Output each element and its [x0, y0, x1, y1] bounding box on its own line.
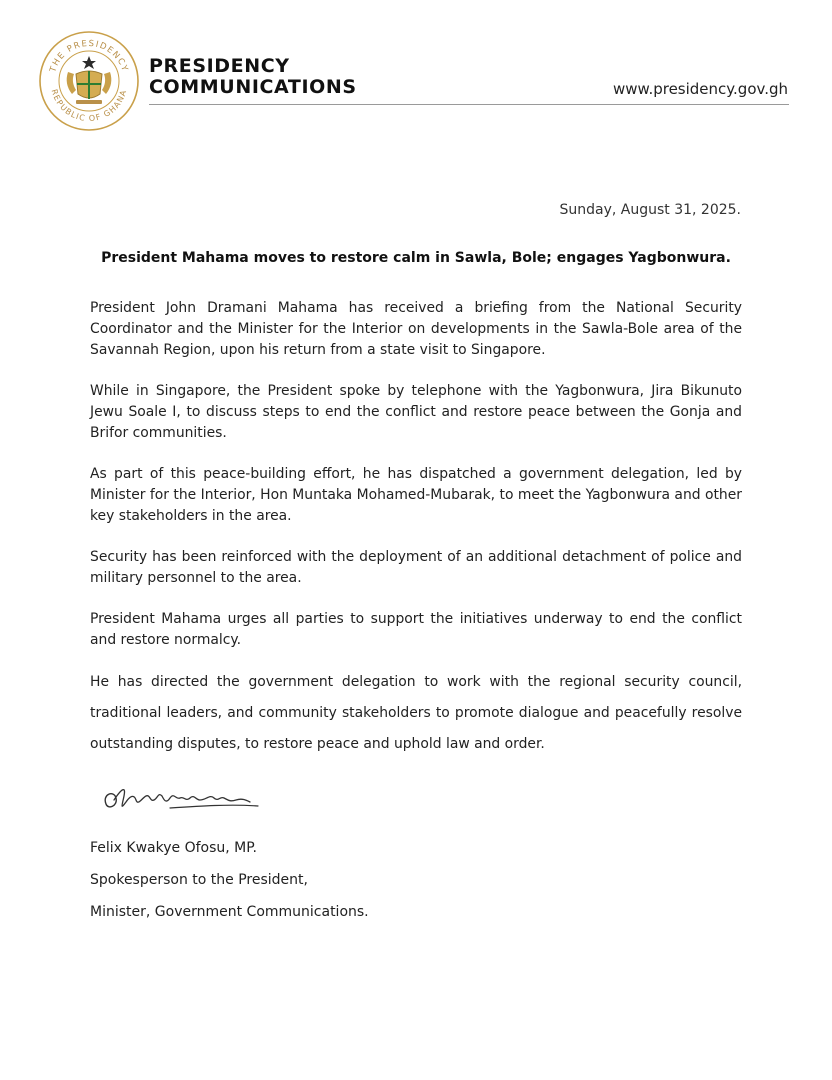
paragraph: President John Dramani Mahama has received a briefing from the National Security Coordinator and the Minister for the Interior on developments in the Sawla-Bole area of the Savannah Region, upon his return from a state visit to Singapore. — [90, 300, 742, 358]
brand-wordmark — [149, 56, 357, 98]
signatory-name: Felix Kwakye Ofosu, MP. — [90, 840, 257, 856]
handwritten-signature — [100, 780, 270, 820]
paragraph: President Mahama urges all parties to support the initiatives underway to end the conflict and restore normalcy. — [90, 611, 742, 648]
paragraph: Security has been reinforced with the deployment of an additional detachment of police and military personnel to the area. — [90, 549, 742, 586]
release-date: Sunday, August 31, 2025. — [559, 202, 741, 218]
press-release-body — [90, 298, 742, 780]
brand-line-communications: COMMUNICATIONS — [149, 76, 357, 98]
seal-text-top: THE PRESIDENCY — [48, 38, 130, 74]
coat-of-arms-icon — [38, 30, 140, 132]
paragraph: While in Singapore, the President spoke by telephone with the Yagbonwura, Jira Bikunuto Jewu Soale I, to discuss steps to end the conflict and restore peace between the Gonja and Brifor communities. — [90, 383, 742, 441]
signature-scribble — [100, 780, 270, 820]
coat-of-arms-emblem — [67, 56, 112, 104]
signatory-title: Minister, Government Communications. — [90, 904, 369, 920]
signatory-block — [90, 832, 369, 928]
signatory-title: Spokesperson to the President, — [90, 872, 308, 888]
brand-line-presidency: PRESIDENCY — [149, 55, 290, 77]
paragraph: As part of this peace-building effort, he has dispatched a government delegation, led by Minister for the Interior, Hon Muntaka Mohamed-Mubarak, to meet the Yagbonwura and other key stakeholders in the area. — [90, 466, 742, 524]
paragraph: He has directed the government delegation to work with the regional security council, traditional leaders, and community stakeholders to promote dialogue and peacefully resolve outstanding disputes, to restore peace and uphold law and order. — [90, 674, 742, 752]
website-link[interactable]: www.presidency.gov.gh — [613, 80, 788, 98]
headline: President Mahama moves to restore calm in Sawla, Bole; engages Yagbonwura. — [101, 250, 731, 266]
presidency-seal — [38, 30, 140, 132]
seal-text-bottom: REPUBLIC OF GHANA — [49, 88, 129, 124]
header-divider — [149, 104, 789, 105]
